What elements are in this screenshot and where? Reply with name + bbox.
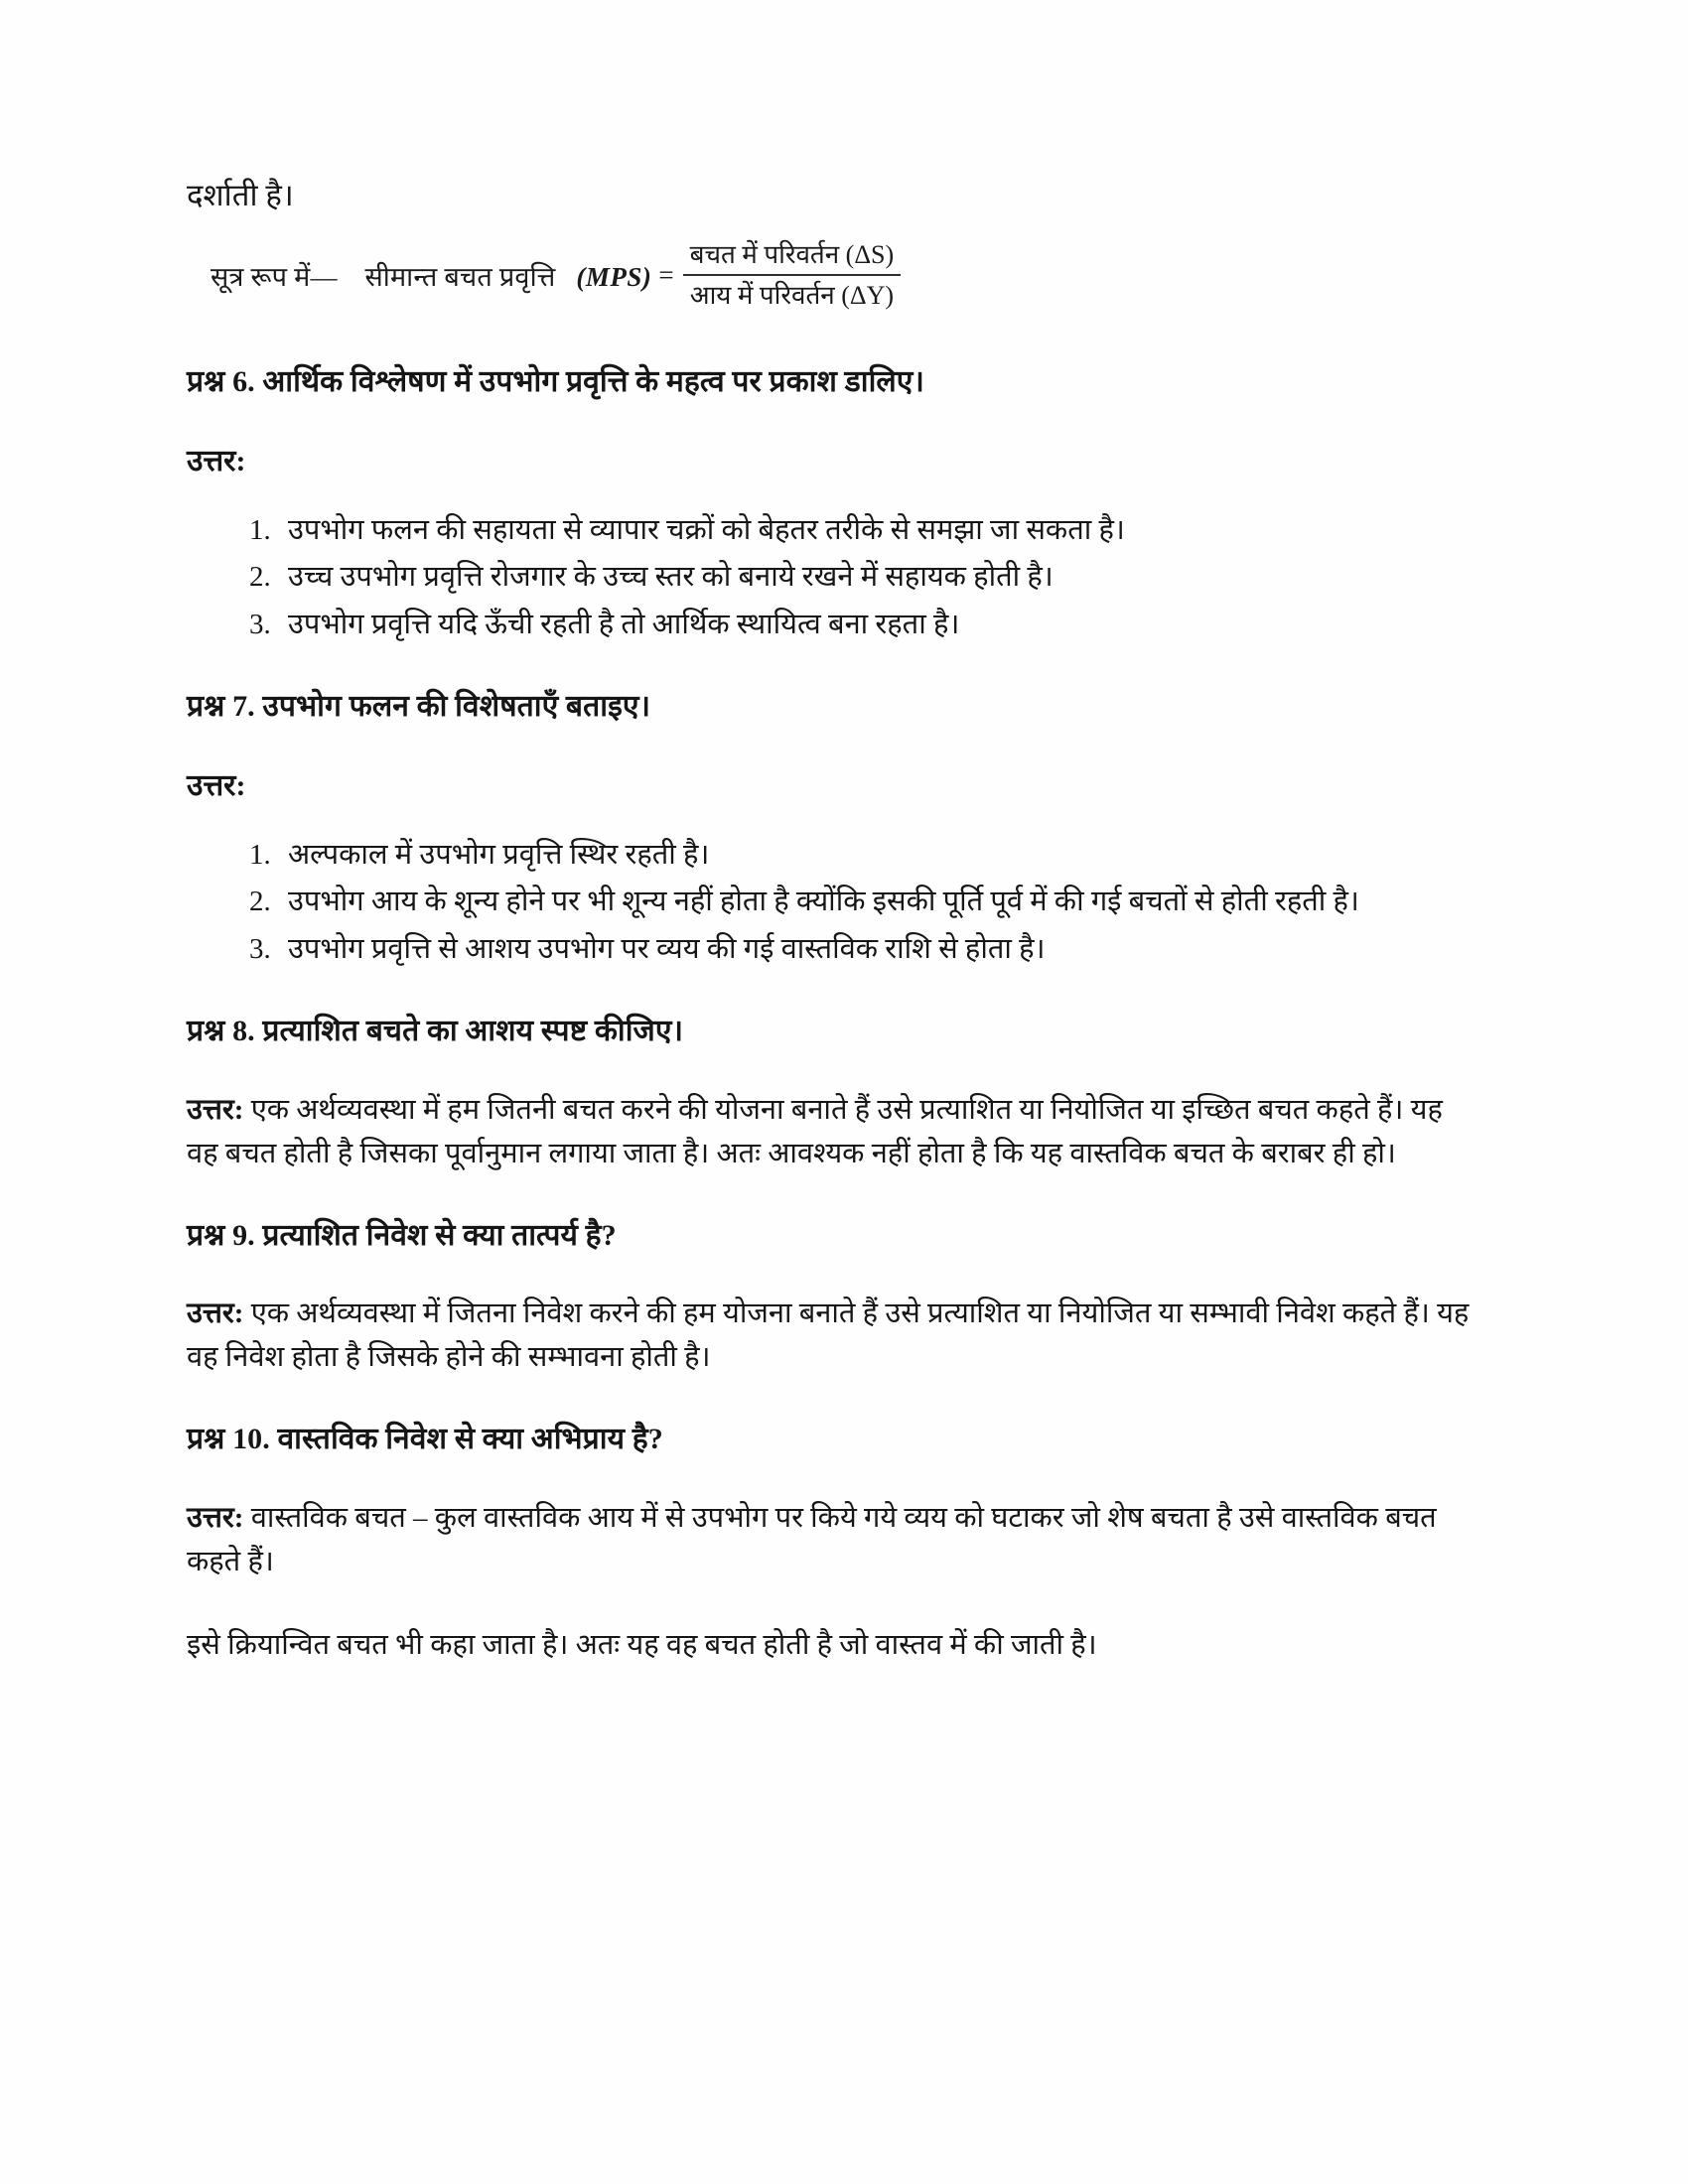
formula-fraction [683, 239, 902, 312]
formula-numerator: बचत में परिवर्तन (ΔS) [689, 240, 895, 270]
formula-symbol: (MPS) [576, 262, 652, 293]
answer-list-q6 [187, 509, 1475, 647]
answer-extra-paragraph-q10: इसे क्रियान्वित बचत भी कहा जाता है। अतः यह वह बचत होती है जो वास्तव में की जाती है। [187, 1628, 1097, 1661]
formula-prefix: सूत्र रूप में— [211, 262, 338, 293]
list-item: 3. उपभोग प्रवृत्ति यदि ऊँची रहती है तो आर्थिक स्थायित्व बना रहता है। [278, 604, 1475, 647]
question-heading-q6: प्रश्न 6. आर्थिक विश्लेषण में उपभोग प्रवृत्ति के महत्व पर प्रकाश डालिए। [187, 365, 924, 399]
question-heading-q10: प्रश्न 10. वास्तविक निवेश से क्या अभिप्राय है? [187, 1423, 663, 1456]
answer-text-q8: एक अर्थव्यवस्था में हम जितनी बचत करने की योजना बनाते हैं उसे प्रत्याशित या नियोजित या इच्छित बचत कहते हैं। यह वह बचत होती है जिसका पूर्वानुमान लगाया जाता है। अतः आवश्यक नहीं होता है कि यह वास्तविक बचत के बराबर ही हो। [187, 1093, 1443, 1169]
formula-term: सीमान्त बचत प्रवृत्ति [364, 262, 556, 293]
list-item: 1. उपभोग फलन की सहायता से व्यापार चक्रों को बेहतर तरीके से समझा जा सकता है। [278, 509, 1475, 553]
question-heading-q9: प्रश्न 9. प्रत्याशित निवेश से क्या तात्पर्य है? [187, 1218, 617, 1252]
formula-denominator: आय में परिवर्तन (ΔY) [683, 274, 902, 312]
answer-text-q10: वास्तविक बचत – कुल वास्तविक आय में से उपभोग पर किये गये व्यय को घटाकर जो शेष बचता है उसे वास्तविक बचत कहते हैं। [187, 1501, 1437, 1577]
list-item: 3. उपभोग प्रवृत्ति से आशय उपभोग पर व्यय की गई वास्तविक राशि से होता है। [278, 928, 1475, 972]
answer-paragraph-q9 [187, 1292, 1475, 1379]
formula-left-hand-side [211, 257, 651, 294]
answer-label-q10: उत्तर: [187, 1501, 244, 1534]
answer-label-q6: उत्तर: [187, 444, 246, 478]
list-item: 2. उपभोग आय के शून्य होने पर भी शून्य नहीं होता है क्योंकि इसकी पूर्ति पूर्व में की गई बचतों से होती रहती है। [278, 881, 1475, 924]
formula-equals-sign: = [658, 260, 674, 291]
intro-continuation-line: दर्शाती है। [187, 178, 294, 212]
answer-list-q7 [187, 834, 1475, 972]
question-heading-q7: प्रश्न 7. उपभोग फलन की विशेषताएँ बताइए। [187, 690, 651, 724]
answer-text-q9: एक अर्थव्यवस्था में जितना निवेश करने की हम योजना बनाते हैं उसे प्रत्याशित या नियोजित या सम्भावी निवेश कहते हैं। यह वह निवेश होता है जिसके होने की सम्भावना होती है। [187, 1297, 1470, 1374]
answer-label-q8: उत्तर: [187, 1093, 244, 1126]
list-item: 1. अल्पकाल में उपभोग प्रवृत्ति स्थिर रहती है। [278, 834, 1475, 878]
answer-paragraph-q8 [187, 1088, 1475, 1175]
list-item: 2. उच्च उपभोग प्रवृत्ति रोजगार के उच्च स्तर को बनाये रखने में सहायक होती है। [278, 556, 1475, 600]
mps-formula [211, 239, 1475, 312]
answer-paragraph-q10 [187, 1496, 1475, 1583]
question-heading-q8: प्रश्न 8. प्रत्याशित बचते का आशय स्पष्ट कीजिए। [187, 1015, 684, 1048]
answer-label-q9: उत्तर: [187, 1297, 244, 1330]
answer-label-q7: उत्तर: [187, 768, 246, 802]
